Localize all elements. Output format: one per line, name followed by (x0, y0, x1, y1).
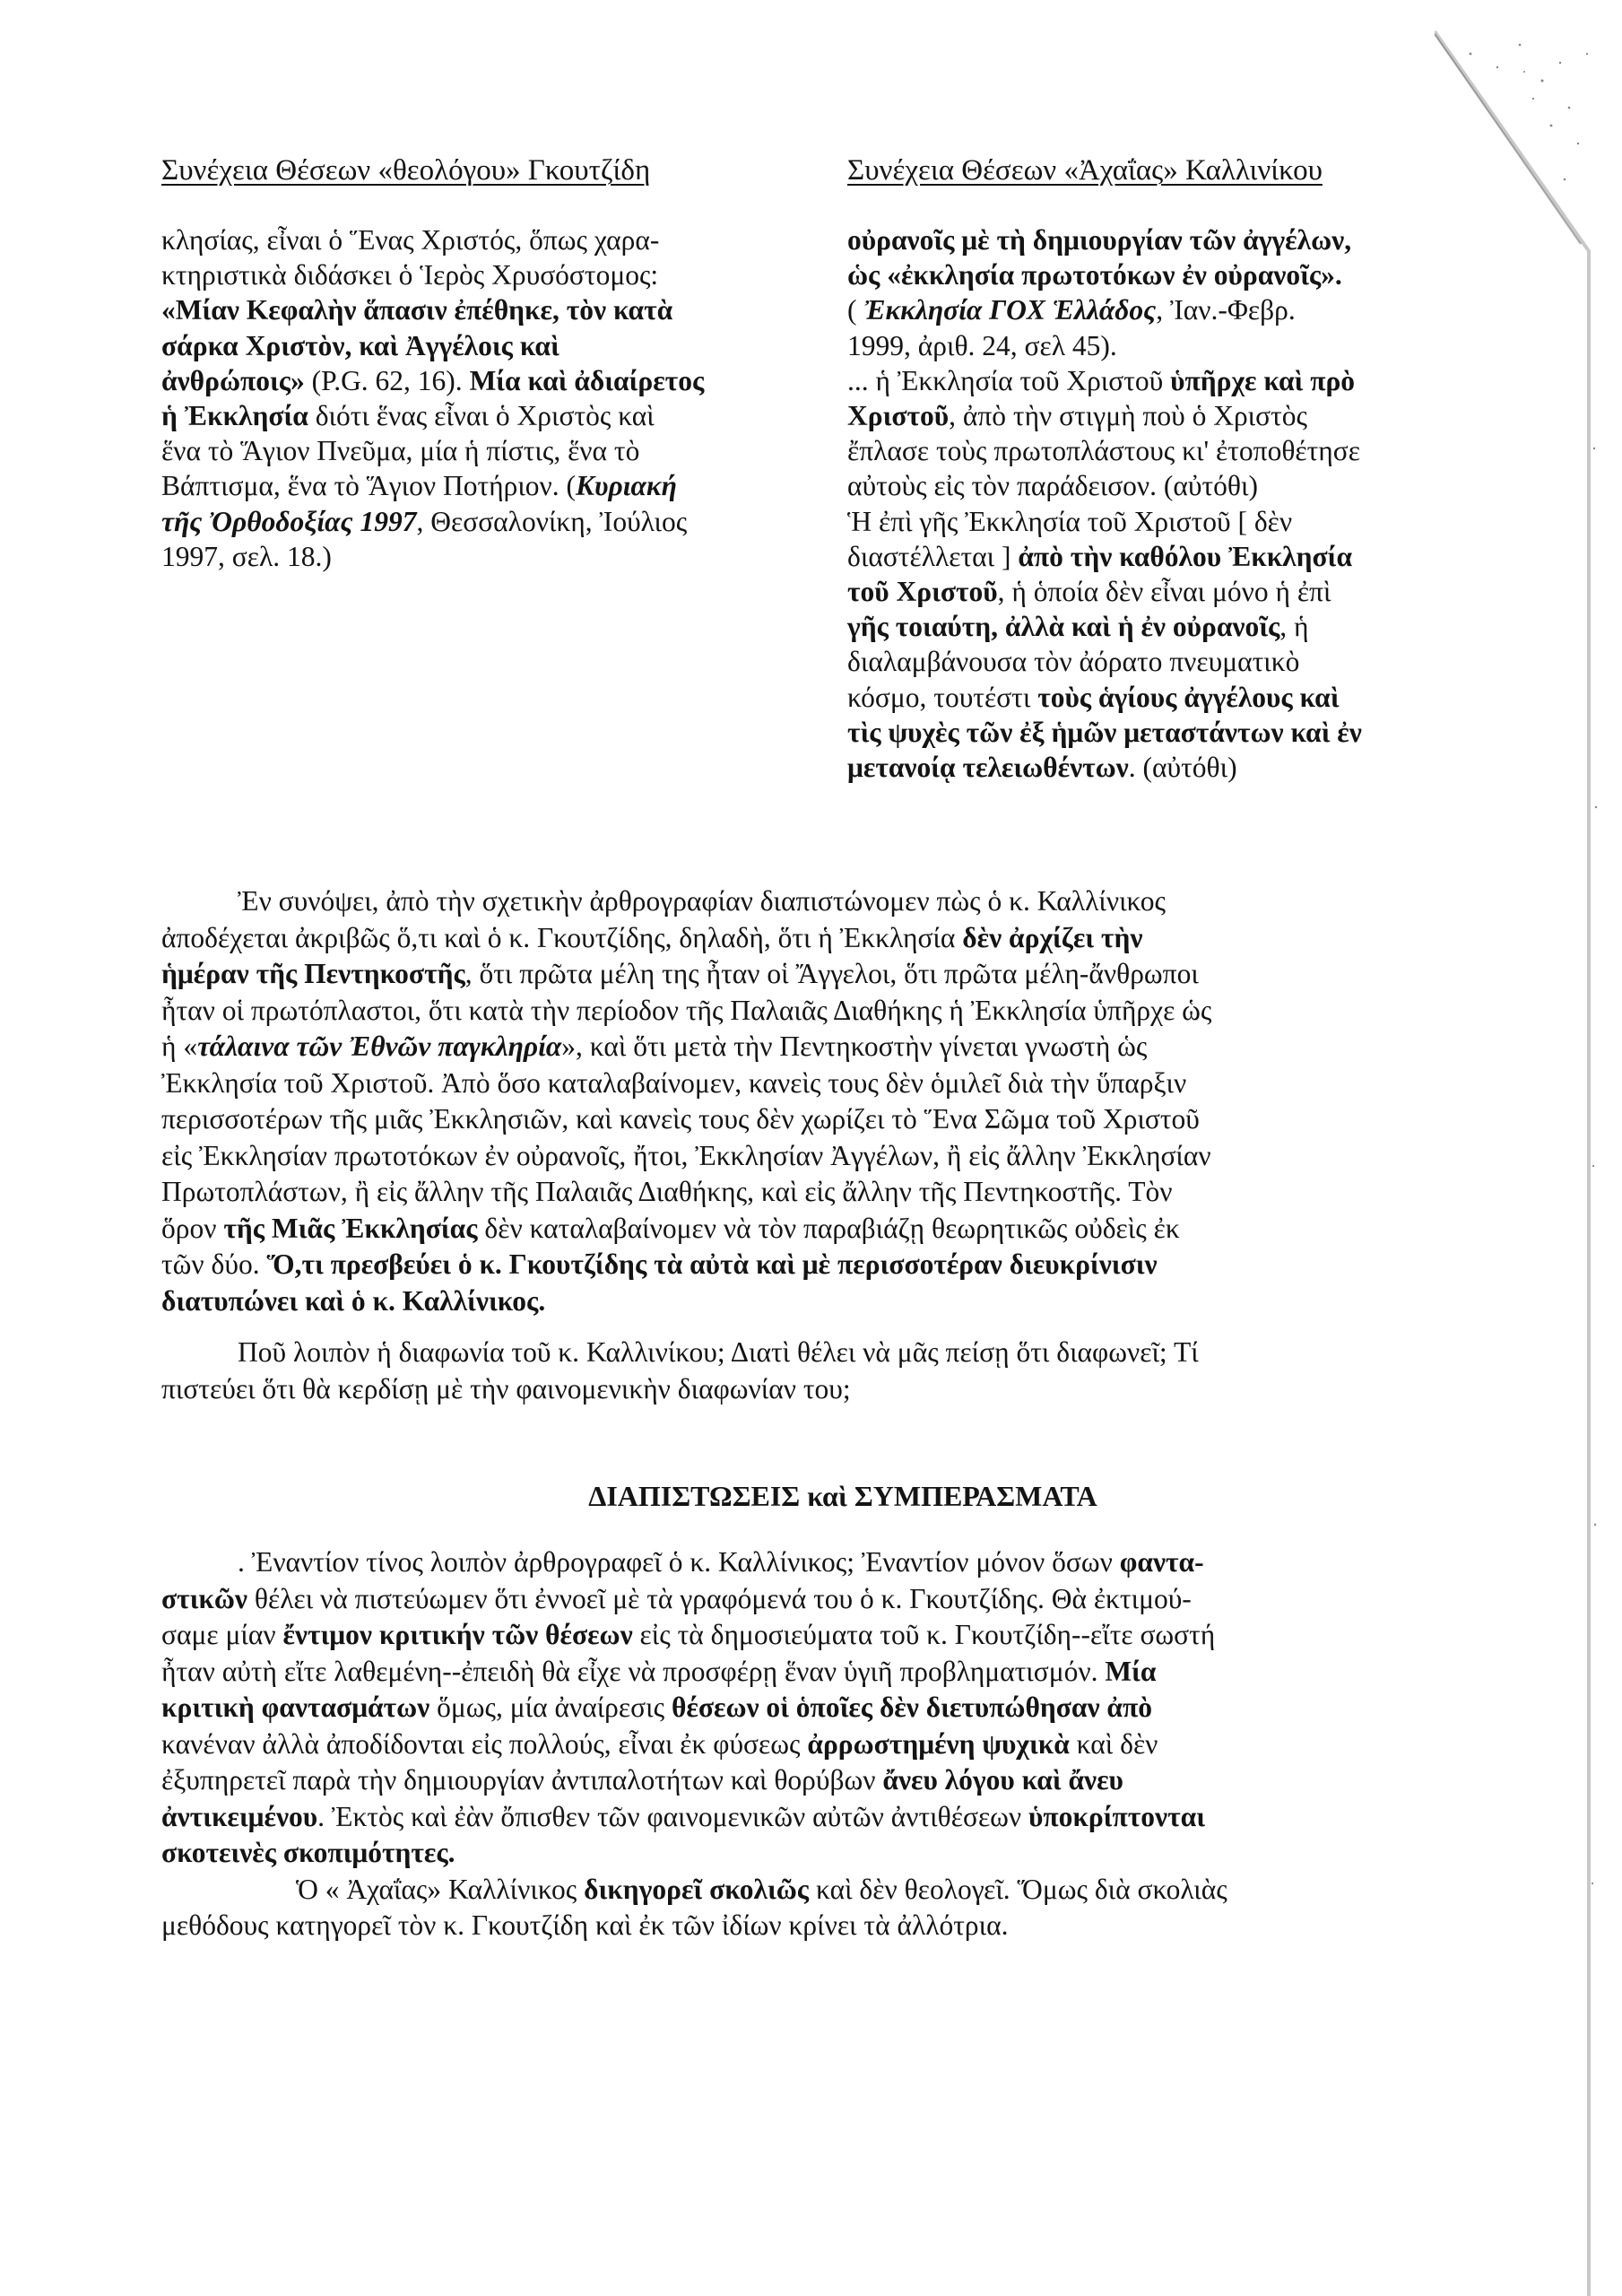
text-line (161, 1065, 1524, 1102)
text-run: ( (847, 294, 864, 326)
text-line (847, 468, 1529, 503)
text-line (847, 609, 1529, 644)
text-line (161, 1690, 1524, 1726)
text-run: περισσοτέρων τῆς μιᾶς Ἐκκλησιῶν, καὶ κανεὶς τους δὲν χωρίζει τὸ Ἕνα Σῶμα τοῦ Χριστοῦ (161, 1103, 1200, 1135)
text-line (161, 1835, 1524, 1872)
text-run: ἦταν οἱ πρωτόπλαστοι, ὅτι κατὰ τὴν περίοδον τῆς Παλαιᾶς Διαθήκης ἡ Ἐκκλησία ὑπῆρχε ὡς (161, 994, 1212, 1026)
text-run: δὲν ἀρχίζει τὴν (962, 921, 1143, 953)
text-line (847, 644, 1529, 679)
text-run: τῆς Ὀρθοδοξίας 1997 (161, 505, 417, 537)
text-run: ἀρρωστημένη ψυχικὰ (807, 1727, 1070, 1760)
text-run: καὶ δὲν θεολογεῖ. Ὅμως διὰ σκολιὰς (809, 1873, 1227, 1905)
text-line (847, 328, 1529, 363)
text-run: εἰς τὰ δημοσιεύματα τοῦ κ. Γκουτζίδη--εἴτε σωστή (632, 1619, 1216, 1650)
text-line (847, 574, 1529, 609)
text-line (847, 398, 1529, 433)
text-line (161, 993, 1524, 1030)
conclusion-paragraph (161, 1544, 1524, 1944)
text-run: μεθόδους κατηγορεῖ τὸν κ. Γκουτζίδη καὶ ἐκ τῶν ἰδίων κρίνει τὰ ἀλλότρια. (161, 1909, 1009, 1941)
text-run: , ἀπὸ τὴν στιγμὴ ποὺ ὁ Χριστὸς (949, 400, 1307, 432)
text-run: Ἐκκλησία τοῦ Χριστοῦ. Ἀπὸ ὅσο καταλαβαίνομεν, κανεὶς τους δὲν ὁμιλεῖ διὰ τὴν ὕπαρξιν (161, 1066, 1187, 1099)
text-run: τοῦ Χριστοῦ (847, 576, 998, 608)
text-line (161, 1371, 1524, 1408)
text-run: τὶς ψυχὲς τῶν ἐξ ἡμῶν μεταστάντων καὶ ἐν (847, 716, 1362, 748)
text-run: κόσμο, τουτέστι (847, 681, 1038, 713)
left-column-body (161, 222, 807, 574)
text-run: τῆς Μιᾶς Ἐκκλησίας (223, 1212, 478, 1244)
text-run: , ἡ (1279, 611, 1309, 643)
text-run: ἡμέραν τῆς Πεντηκοστῆς (161, 958, 465, 989)
text-line (161, 1544, 1524, 1581)
text-run: , ὅτι πρῶτα μέλη της ἦταν οἱ Ἄγγελοι, ὅτι πρῶτα μέλη-ἄνθρωποι (464, 958, 1199, 989)
text-run: αὐτοὺς εἰς τὸν παράδεισον. (αὐτόθι) (847, 470, 1258, 502)
text-line (847, 539, 1529, 574)
text-run: φαντα- (1119, 1546, 1204, 1578)
text-line (161, 1283, 1524, 1320)
text-line (161, 363, 807, 398)
text-run: οὐρανοῖς μὲ τὴ δημιουργίαν τῶν ἀγγέλων, (847, 224, 1352, 256)
text-run: ἔπλασε τοὺς πρωτοπλάστους κι' ἐτοποθέτησε (847, 435, 1360, 467)
text-run: θέλει νὰ πιστεύωμεν ὅτι ἐννοεῖ μὲ τὰ γραφόμενά του ὁ κ. Γκουτζίδης. Θὰ ἐκτιμού- (247, 1582, 1192, 1614)
text-line (161, 956, 1524, 993)
text-run: κριτικὴ φαντασμάτων (161, 1692, 430, 1723)
text-run: εἰς Ἐκκλησίαν πρωτοτόκων ἐν οὐρανοῖς, ἤτοι, Ἐκκλησίαν Ἀγγέλων, ἢ εἰς ἄλλην Ἐκκλησίαν (161, 1139, 1211, 1171)
text-line (161, 1799, 1524, 1836)
text-run: ἄνευ λόγου καὶ ἄνευ (882, 1764, 1123, 1796)
text-run: διότι ἕνας εἶναι ὁ Χριστὸς καὶ (308, 400, 655, 432)
text-run: διαστέλλεται ] (847, 540, 1019, 572)
text-run: θέσεων οἱ ὁποῖες δὲν διετυπώθησαν ἀπὸ (671, 1692, 1153, 1723)
text-line (161, 433, 807, 468)
text-run: Πρωτοπλάστων, ἢ εἰς ἄλλην τῆς Παλαιᾶς Διαθήκης, καὶ εἰς ἄλλην τῆς Πεντηκοστῆς. Τὸν (161, 1176, 1173, 1207)
text-line (161, 328, 807, 363)
text-run: σαμε μίαν (161, 1619, 283, 1650)
right-column-heading: Συνέχεια Θέσεων «Ἀχαΐας» Καλλινίκου (847, 154, 1323, 187)
text-run: καὶ δὲν (1069, 1727, 1158, 1760)
text-run: σκοτεινὲς σκοπιμότητες. (161, 1837, 455, 1868)
text-run: κανέναν ἀλλὰ ἀποδίδονται εἰς πολλούς, εἶναι ἐκ φύσεως (161, 1727, 808, 1760)
text-run: μετανοίᾳ τελειωθέντων (847, 752, 1129, 784)
text-line (161, 920, 1524, 957)
text-run: ἀποδέχεται ἀκριβῶς ὅ,τι καὶ ὁ κ. Γκουτζίδης, δηλαδὴ, ὅτι ἡ Ἐκκλησία (161, 921, 963, 953)
text-line (161, 1726, 1524, 1763)
text-run: ἔντιμον κριτικήν τῶν θέσεων (282, 1619, 633, 1650)
text-line (161, 1335, 1524, 1371)
text-line (847, 257, 1529, 292)
text-line (161, 222, 807, 257)
text-run: Ποῦ λοιπὸν ἡ διαφωνία τοῦ κ. Καλλινίκου; Διατὶ θέλει νὰ μᾶς πείσῃ ὅτι διαφωνεῖ; Τί (238, 1336, 1199, 1368)
left-column-heading: Συνέχεια Θέσεων «θεολόγου» Γκουτζίδη (161, 154, 651, 187)
text-run: κλησίας, εἶναι ὁ Ἕνας Χριστός, ὅπως χαρα- (161, 224, 660, 256)
text-run: ἡ « (161, 1031, 198, 1062)
text-run: κτηριστικὰ διδάσκει ὁ Ἱερὸς Χρυσόστομος: (161, 259, 659, 291)
text-run: , ἡ ὁποία δὲν εἶναι μόνο ἡ ἐπὶ (997, 576, 1331, 608)
text-run: στικῶν (161, 1582, 248, 1614)
text-line (161, 539, 807, 574)
text-line (161, 1211, 1524, 1248)
text-run: Μία καὶ ἀδιαίρετος (469, 364, 705, 396)
text-run: πιστεύει ὅτι θὰ κερδίσῃ μὲ τὴν φαινομενικὴν διαφωνίαν του; (161, 1372, 851, 1405)
text-line (161, 398, 807, 433)
text-run: . (αὐτόθι) (1128, 752, 1237, 784)
text-run: ὅμως, μία ἀναίρεσις (429, 1692, 672, 1723)
text-line (161, 1908, 1524, 1944)
text-run: Ἡ ἐπὶ γῆς Ἐκκλησία τοῦ Χριστοῦ [ δὲν (847, 505, 1293, 537)
text-run: Βάπτισμα, ἕνα τὸ Ἅγιον Ποτήριον. ( (161, 470, 577, 502)
text-run: , Ἰαν.-Φεβρ. (1156, 294, 1296, 326)
text-run: ... ἡ Ἐκκλησία τοῦ Χριστοῦ (847, 364, 1171, 396)
text-run: Μία (1105, 1655, 1157, 1687)
text-run: ἦταν αὐτὴ εἴτε λαθεμένη--ἐπειδὴ θὰ εἶχε νὰ προσφέρῃ ἕναν ὑγιῆ προβληματισμόν. (161, 1655, 1106, 1687)
text-run: δικηγορεῖ σκολιῶς (584, 1873, 810, 1905)
text-run: . Ἐναντίον τίνος λοιπὸν ἀρθρογραφεῖ ὁ κ. Καλλίνικος; Ἐναντίον μόνον ὅσων (238, 1546, 1120, 1578)
text-run: ὅρον (161, 1212, 224, 1244)
question-paragraph (161, 1335, 1524, 1407)
text-run: 1997, σελ. 18.) (161, 540, 332, 572)
text-run: τῶν δύο. (161, 1248, 267, 1280)
text-line (161, 1617, 1524, 1654)
text-run: ἀνθρώποις» (161, 364, 305, 396)
text-run: , Θεσσαλονίκη, Ἰούλιος (416, 505, 688, 537)
text-line (161, 292, 807, 327)
text-line (161, 1654, 1524, 1691)
text-run: ἕνα τὸ Ἅγιον Πνεῦμα, μία ἡ πίστις, ἕνα τὸ (161, 435, 640, 467)
text-line (847, 504, 1529, 539)
text-line (161, 504, 807, 539)
text-run: σάρκα Χριστὸν, καὶ Ἀγγέλοις καὶ (161, 329, 559, 361)
text-line (161, 1872, 1524, 1909)
text-run: ὡς «ἐκκλησία πρωτοτόκων ἐν οὐρανοῖς». (847, 259, 1342, 291)
text-line (161, 1029, 1524, 1065)
text-run: «Μίαν Κεφαλὴν ἅπασιν ἐπέθηκε, τὸν κατὰ (161, 294, 673, 326)
text-run: Ἐκκλησία ΓΟΧ Ἑλλάδος (863, 294, 1157, 326)
text-line (161, 1762, 1524, 1799)
text-line (161, 883, 1524, 920)
text-line (847, 222, 1529, 257)
right-column-body (847, 222, 1529, 785)
section-heading: ΔΙΑΠΙΣΤΩΣΕΙΣ καὶ ΣΥΜΠΕΡΑΣΜΑΤΑ (588, 1480, 1097, 1512)
text-line (161, 257, 807, 292)
text-line (161, 1247, 1524, 1283)
text-run: Ὅ,τι πρεσβεύει ὁ κ. Γκουτζίδης τὰ αὐτὰ καὶ μὲ περισσοτέραν διευκρίνισιν (266, 1248, 1158, 1280)
right-column-kallinikos (847, 152, 1529, 785)
text-run: (P.G. 62, 16). (304, 364, 470, 396)
text-line (847, 433, 1529, 468)
text-line (847, 715, 1529, 750)
text-run: δὲν καταλαβαίνομεν νὰ τὸν παραβιάζῃ θεωρητικῶς οὐδεὶς ἐκ (477, 1212, 1180, 1244)
text-run: ἀπὸ τὴν καθόλου Ἐκκλησία (1018, 540, 1353, 572)
text-run: διαλαμβάνουσα τὸν ἀόρατο πνευματικὸ (847, 646, 1300, 678)
text-run: 1999, ἀριθ. 24, σελ 45). (847, 329, 1117, 361)
text-line (161, 1138, 1524, 1175)
text-run: Κυριακή (576, 470, 677, 502)
text-line (161, 1174, 1524, 1211)
text-run: Ὁ « Ἀχαΐας» Καλλίνικος (296, 1873, 585, 1905)
text-run: διατυπώνει καὶ ὁ κ. Καλλίνικος. (161, 1284, 546, 1317)
text-line (847, 680, 1529, 715)
text-run: . Ἐκτὸς καὶ ἐὰν ὄπισθεν τῶν φαινομενικῶν αὐτῶν ἀντιθέσεων (317, 1800, 1029, 1832)
text-run: ἀντικειμένου (161, 1800, 318, 1832)
text-line (161, 468, 807, 503)
text-run: τοὺς ἁγίους ἀγγέλους καὶ (1037, 681, 1340, 713)
text-run: ὑποκρίπτονται (1028, 1800, 1205, 1832)
text-run: τάλαινα τῶν Ἐθνῶν παγκληρία (197, 1031, 562, 1062)
text-line (847, 363, 1529, 398)
text-run: », καὶ ὅτι μετὰ τὴν Πεντηκοστὴν γίνεται γνωστὴ ὡς (561, 1031, 1148, 1062)
text-line (161, 1581, 1524, 1618)
text-run: Ἐν συνόψει, ἀπὸ τὴν σχετικὴν ἀρθρογραφίαν διαπιστώνομεν πὼς ὁ κ. Καλλίνικος (238, 885, 1166, 917)
text-run: ἐξυπηρετεῖ παρὰ τὴν δημιουργίαν ἀντιπαλοτήτων καὶ θορύβων (161, 1764, 883, 1796)
text-line (847, 292, 1529, 327)
summary-paragraph (161, 883, 1524, 1319)
text-line (847, 750, 1529, 785)
text-run: γῆς τοιαύτη, ἀλλὰ καὶ ἡ ἐν οὐρανοῖς (847, 611, 1280, 643)
left-column-gkoutzidis (161, 152, 807, 574)
text-run: Χριστοῦ (847, 400, 950, 432)
text-run: ὑπῆρχε καὶ πρὸ (1170, 364, 1356, 396)
text-line (161, 1101, 1524, 1138)
text-run: ἡ Ἐκκλησία (161, 400, 308, 432)
